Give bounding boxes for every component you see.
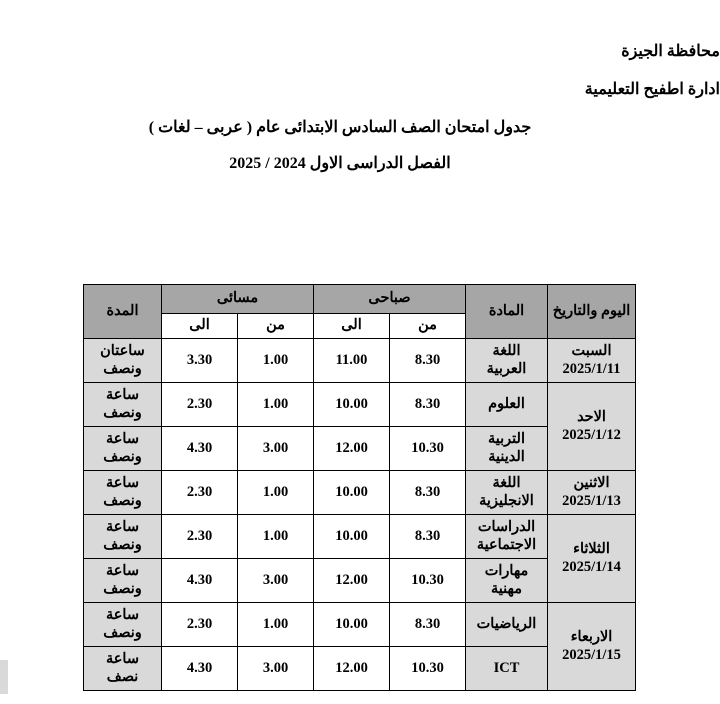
cell-duration-l2: ونصف <box>103 448 142 465</box>
header-subject: المادة <box>466 285 548 339</box>
cell-morning-to: 12.00 <box>314 427 390 471</box>
cell-morning-to: 12.00 <box>314 559 390 603</box>
cell-morning-from: 10.30 <box>390 647 466 691</box>
cell-subject <box>466 339 548 383</box>
cell-duration <box>84 383 162 427</box>
cell-subject-l1: العلوم <box>488 395 525 412</box>
cell-evening-to: 4.30 <box>162 427 238 471</box>
cell-day-date: 2025/1/12 <box>562 426 621 443</box>
cell-morning-to: 10.00 <box>314 603 390 647</box>
header-day: اليوم والتاريخ <box>548 285 636 339</box>
cell-evening-from: 1.00 <box>238 339 314 383</box>
cell-evening-from: 3.00 <box>238 427 314 471</box>
cell-subject <box>466 427 548 471</box>
cell-subject <box>466 647 548 691</box>
cell-duration-l1: ساعة <box>106 387 139 404</box>
header-morning: صباحى <box>314 285 466 314</box>
cell-day <box>548 515 636 603</box>
header-duration: المدة <box>84 285 162 339</box>
cell-evening-from: 3.00 <box>238 559 314 603</box>
cell-morning-to: 10.00 <box>314 383 390 427</box>
cell-evening-from: 1.00 <box>238 471 314 515</box>
cell-duration-l1: ساعة <box>106 607 139 624</box>
cell-day-name: الاحد <box>577 409 606 426</box>
cell-subject-l2: الدينية <box>488 448 525 465</box>
header-morning-from: من <box>390 314 466 339</box>
cell-evening-to: 2.30 <box>162 383 238 427</box>
cell-evening-to: 4.30 <box>162 559 238 603</box>
cell-subject-l1: مهارات <box>484 563 529 580</box>
cell-evening-from: 1.00 <box>238 603 314 647</box>
cell-day <box>548 603 636 691</box>
cell-day-name: الاثنين <box>573 475 610 492</box>
cell-duration-l1: ساعة <box>106 431 139 448</box>
cell-subject-l1: الرياضيات <box>476 615 537 632</box>
cell-subject <box>466 383 548 427</box>
cell-subject-l2: الاجتماعية <box>476 536 537 553</box>
cell-day <box>548 471 636 515</box>
header-governorate: محافظة الجيزة <box>621 43 720 60</box>
cell-morning-from: 8.30 <box>390 515 466 559</box>
cell-subject <box>466 515 548 559</box>
table-row <box>84 471 636 515</box>
cell-evening-to: 3.30 <box>162 339 238 383</box>
header-evening-from: من <box>238 314 314 339</box>
cell-subject-l1: اللغة <box>492 475 521 492</box>
cell-duration <box>84 559 162 603</box>
document-title <box>0 120 720 172</box>
cell-morning-from: 8.30 <box>390 603 466 647</box>
table-row <box>84 515 636 559</box>
cell-evening-to: 2.30 <box>162 471 238 515</box>
cell-subject <box>466 603 548 647</box>
exam-schedule-table-wrap <box>84 284 636 691</box>
header-morning-to: الى <box>314 314 390 339</box>
cell-day <box>548 383 636 471</box>
cell-day-date: 2025/1/14 <box>562 558 621 575</box>
header-evening: مسائى <box>162 285 314 314</box>
cell-evening-from: 1.00 <box>238 515 314 559</box>
cell-duration-l1: ساعة <box>106 563 139 580</box>
title-main: جدول امتحان الصف السادس الابتدائى عام ( عربى – لغات ) <box>148 119 532 136</box>
cell-duration-l2: نصف <box>106 668 139 685</box>
table-row <box>84 603 636 647</box>
cell-day-name: الاربعاء <box>570 629 613 646</box>
cell-duration <box>84 427 162 471</box>
cell-duration-l1: ساعتان <box>100 343 145 360</box>
cell-day <box>548 339 636 383</box>
cell-day-date: 2025/1/13 <box>562 492 621 509</box>
cell-morning-from: 10.30 <box>390 559 466 603</box>
table-header-row-groups <box>84 285 636 314</box>
cell-day-date: 2025/1/15 <box>562 646 621 663</box>
header-directorate: ادارة اطفيح التعليمية <box>584 81 720 98</box>
cell-duration-l1: ساعة <box>106 519 139 536</box>
cell-morning-to: 10.00 <box>314 471 390 515</box>
cell-duration <box>84 339 162 383</box>
cell-duration-l1: ساعة <box>106 651 139 668</box>
exam-schedule-table <box>83 284 636 691</box>
cell-subject-l2: مهنية <box>491 580 522 597</box>
cell-morning-from: 8.30 <box>390 383 466 427</box>
cell-evening-from: 1.00 <box>238 383 314 427</box>
cell-day-name: الثلاثاء <box>573 541 610 558</box>
table-row <box>84 339 636 383</box>
cell-duration-l2: ونصف <box>103 624 142 641</box>
cell-duration <box>84 471 162 515</box>
table-row <box>84 383 636 427</box>
title-term: الفصل الدراسى الاول 2024 / 2025 <box>229 155 451 172</box>
document-header <box>0 44 720 98</box>
cell-duration <box>84 515 162 559</box>
cell-morning-from: 10.30 <box>390 427 466 471</box>
cell-subject <box>466 471 548 515</box>
cell-subject-l1: التربية <box>487 431 525 448</box>
cell-duration <box>84 603 162 647</box>
cell-day-date: 2025/1/11 <box>562 360 621 377</box>
cell-duration-l2: ونصف <box>103 404 142 421</box>
cell-subject-l1: الدراسات <box>477 519 536 536</box>
cell-morning-to: 11.00 <box>314 339 390 383</box>
cell-evening-from: 3.00 <box>238 647 314 691</box>
document-page <box>0 44 720 704</box>
cell-subject-l2: الانجليزية <box>479 492 534 509</box>
cell-morning-to: 12.00 <box>314 647 390 691</box>
cell-evening-to: 4.30 <box>162 647 238 691</box>
cell-day-name: السبت <box>571 343 612 360</box>
cell-duration-l2: ونصف <box>103 536 142 553</box>
cell-evening-to: 2.30 <box>162 515 238 559</box>
cell-subject-l1: اللغة <box>492 343 521 360</box>
cell-duration <box>84 647 162 691</box>
cell-morning-from: 8.30 <box>390 339 466 383</box>
cell-evening-to: 2.30 <box>162 603 238 647</box>
cell-subject-l2: العربية <box>486 360 527 377</box>
cell-subject-l1: ICT <box>493 659 520 676</box>
cell-duration-l2: ونصف <box>103 492 142 509</box>
page-edge-marker <box>0 660 8 694</box>
cell-duration-l1: ساعة <box>106 475 139 492</box>
cell-duration-l2: ونصف <box>103 360 142 377</box>
cell-morning-to: 10.00 <box>314 515 390 559</box>
cell-subject <box>466 559 548 603</box>
cell-morning-from: 8.30 <box>390 471 466 515</box>
header-evening-to: الى <box>162 314 238 339</box>
cell-duration-l2: ونصف <box>103 580 142 597</box>
